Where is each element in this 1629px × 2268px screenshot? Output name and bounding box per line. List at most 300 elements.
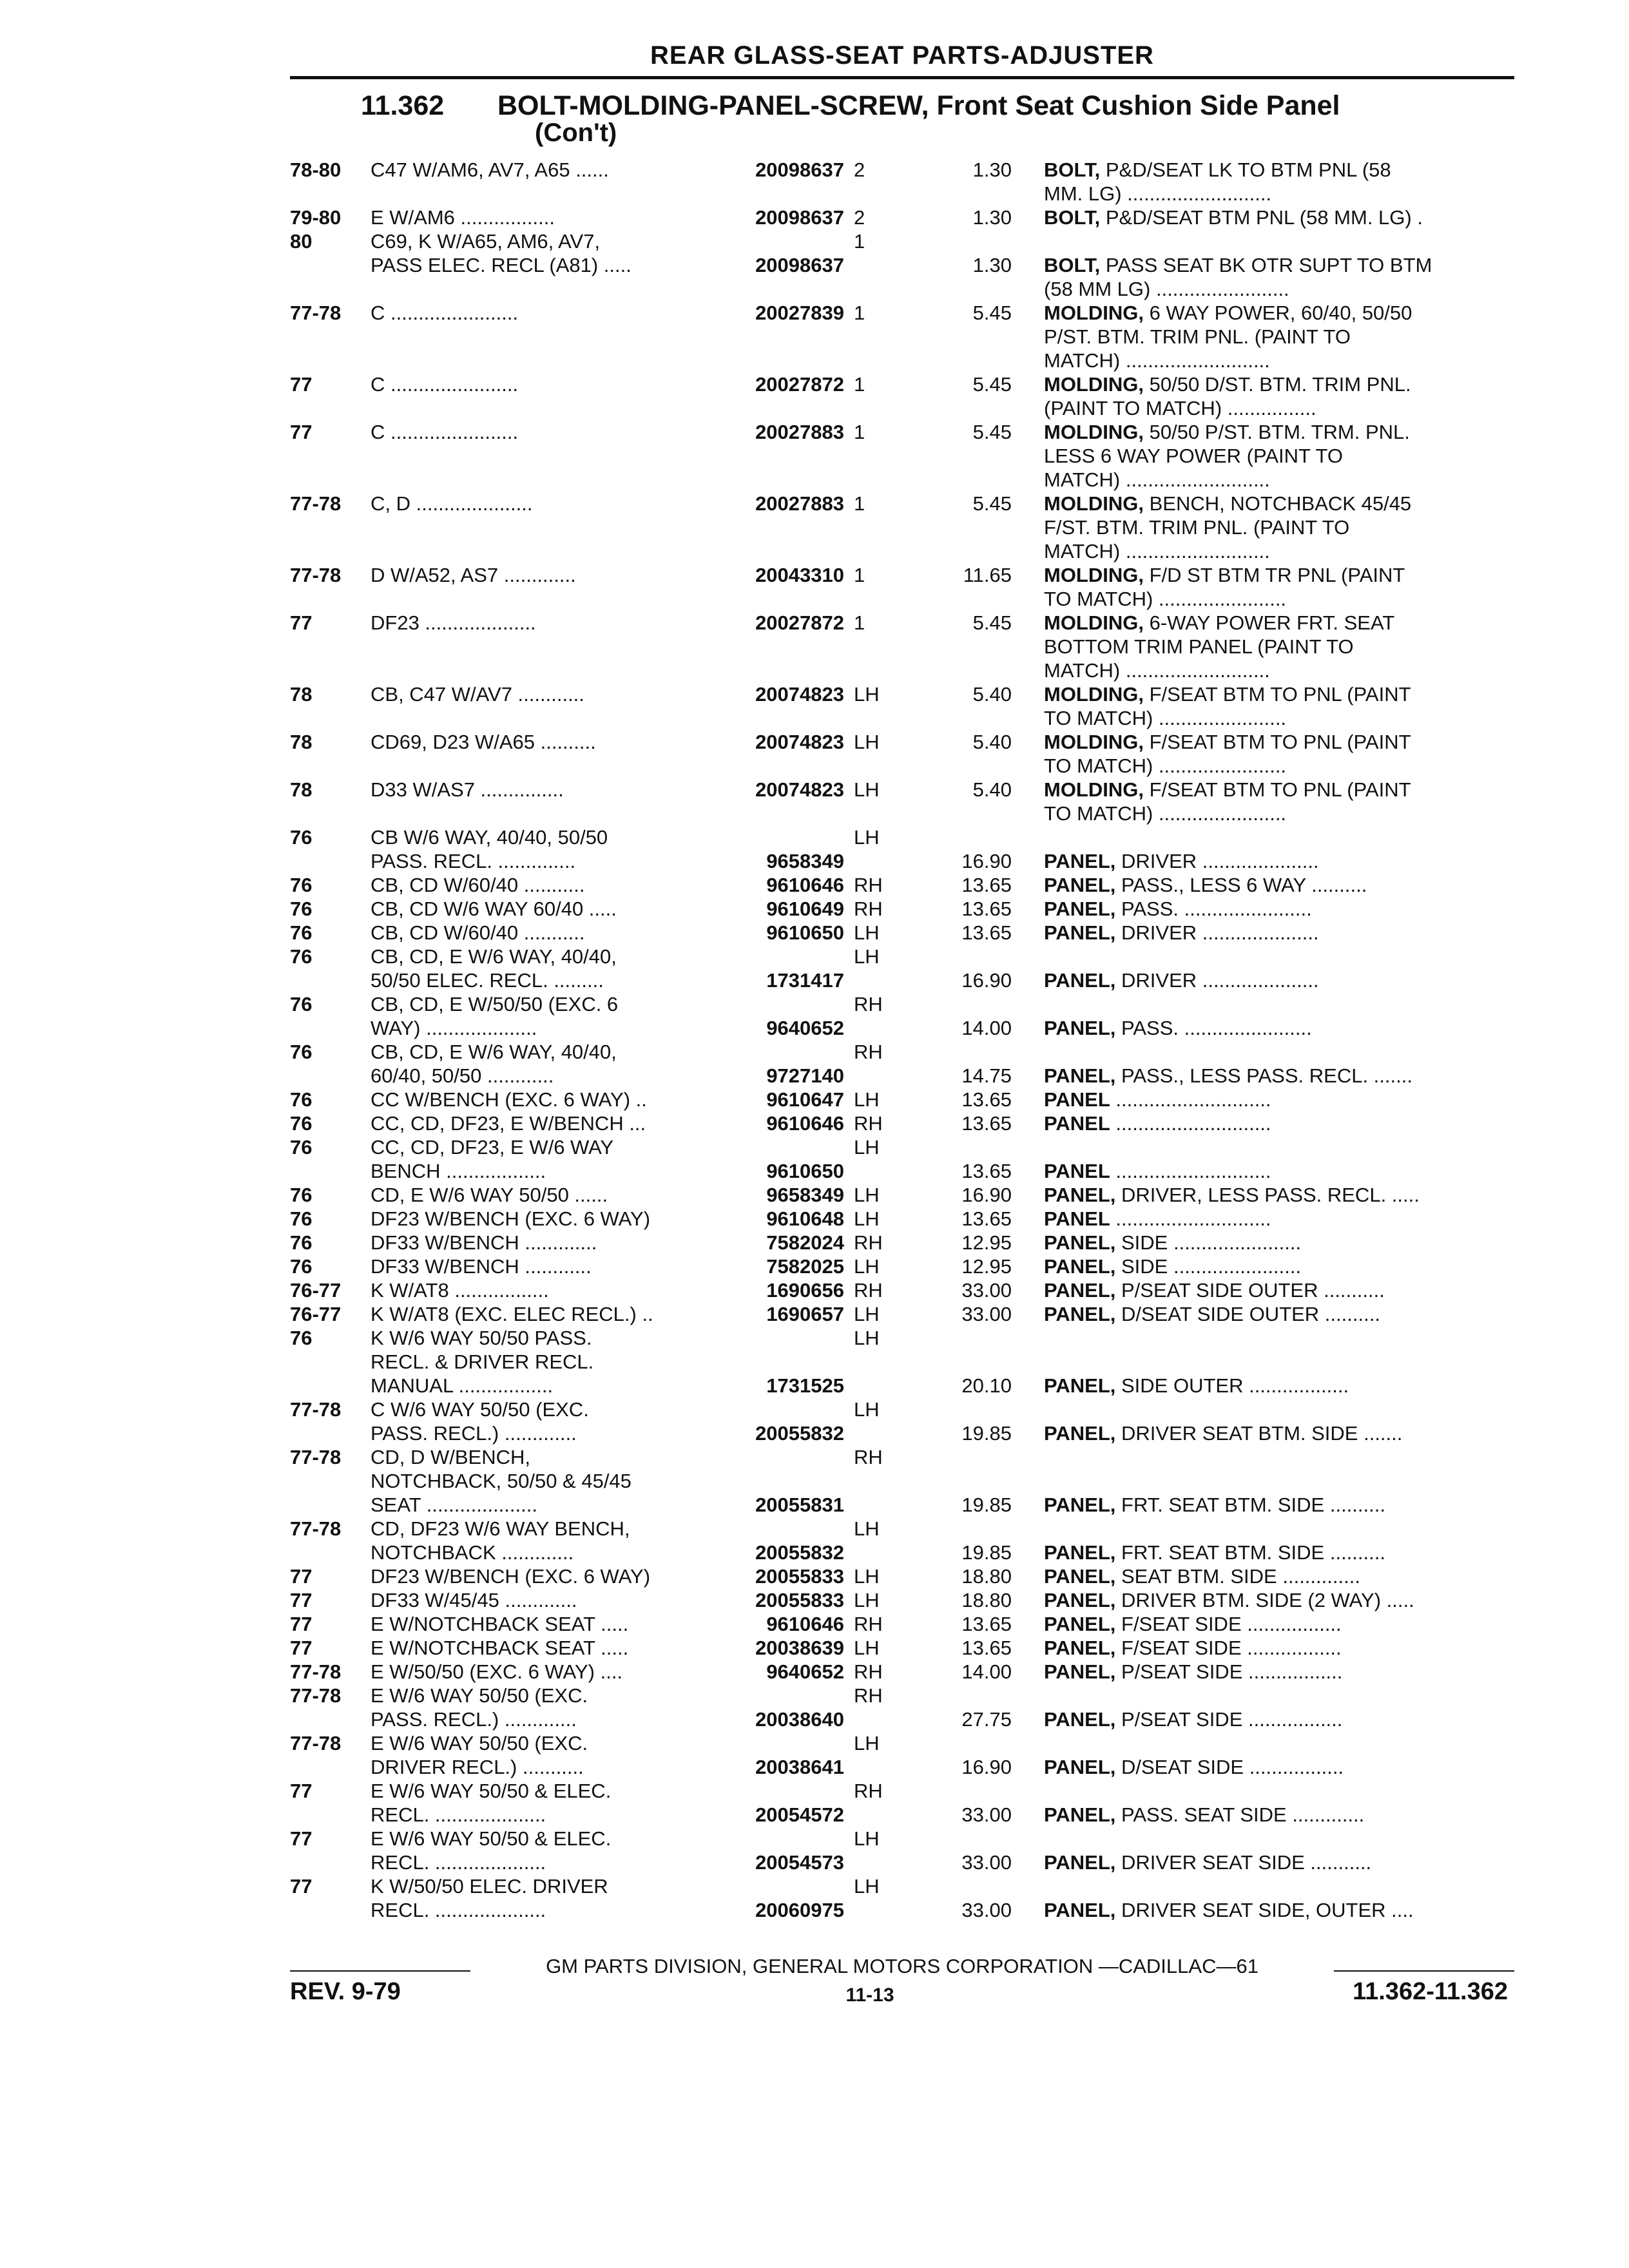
part-number: 1690656 bbox=[766, 1279, 844, 1302]
parts-row bbox=[0, 1111, 1629, 1135]
quantity: LH bbox=[854, 1732, 880, 1754]
part-description-text: DRIVER ..................... bbox=[1115, 969, 1319, 992]
quantity: RH bbox=[854, 1279, 883, 1302]
part-number: 20055831 bbox=[755, 1494, 844, 1516]
list-price: 14.00 bbox=[961, 1017, 1012, 1039]
list-price: 20.10 bbox=[961, 1374, 1012, 1397]
list-price: 5.45 bbox=[972, 373, 1012, 396]
part-name: PANEL, bbox=[1044, 1756, 1116, 1778]
part-number: 20027872 bbox=[755, 373, 844, 396]
parts-row bbox=[0, 1254, 1629, 1278]
part-description bbox=[1044, 1850, 1514, 1874]
quantity: RH bbox=[854, 1684, 883, 1707]
part-name: MOLDING, bbox=[1044, 611, 1144, 634]
parts-row bbox=[0, 1636, 1629, 1660]
part-description bbox=[1044, 301, 1514, 372]
part-description bbox=[1044, 1493, 1514, 1517]
part-description-text: 6-WAY POWER FRT. SEAT BOTTOM TRIM PANEL (PAINT TO MATCH) .......................... bbox=[1044, 611, 1395, 682]
list-price: 1.30 bbox=[972, 159, 1012, 181]
part-name: BOLT, bbox=[1044, 206, 1101, 229]
part-name: PANEL, bbox=[1044, 921, 1116, 944]
list-price: 27.75 bbox=[961, 1708, 1012, 1731]
part-name: PANEL, bbox=[1044, 1899, 1116, 1921]
part-description-text: F/D ST BTM TR PNL (PAINT TO MATCH) ....................... bbox=[1044, 564, 1405, 610]
parts-row bbox=[0, 1588, 1629, 1612]
part-name: PANEL, bbox=[1044, 1231, 1116, 1254]
part-description bbox=[1044, 1803, 1514, 1827]
model-year: 76 bbox=[290, 993, 313, 1015]
part-number: 1690657 bbox=[766, 1303, 844, 1325]
footer-rule-left bbox=[290, 1970, 470, 1972]
model-application: D W/A52, AS7 ............. bbox=[371, 564, 576, 586]
parts-row bbox=[0, 992, 1629, 1040]
model-application: CB, CD W/60/40 ........... bbox=[371, 921, 585, 944]
list-price: 13.65 bbox=[961, 874, 1012, 896]
list-price: 33.00 bbox=[961, 1851, 1012, 1874]
part-description-text: ............................ bbox=[1110, 1112, 1271, 1135]
part-number: 20098637 bbox=[755, 159, 844, 181]
quantity: 1 bbox=[854, 421, 865, 443]
part-name: MOLDING, bbox=[1044, 373, 1144, 396]
model-application: K W/AT8 ................. bbox=[371, 1279, 549, 1302]
parts-row bbox=[0, 206, 1629, 229]
model-application: CD, E W/6 WAY 50/50 ...... bbox=[371, 1184, 608, 1206]
part-number: 20038639 bbox=[755, 1637, 844, 1659]
parts-row bbox=[0, 301, 1629, 372]
part-number: 20074823 bbox=[755, 731, 844, 753]
part-number: 20060975 bbox=[755, 1899, 844, 1921]
parts-row bbox=[0, 778, 1629, 825]
parts-row bbox=[0, 1731, 1629, 1779]
parts-row bbox=[0, 825, 1629, 873]
list-price: 13.65 bbox=[961, 921, 1012, 944]
part-description-text: F/SEAT BTM TO PNL (PAINT TO MATCH) ....................... bbox=[1044, 778, 1411, 825]
part-name: PANEL, bbox=[1044, 1303, 1116, 1325]
model-application: E W/6 WAY 50/50 & ELEC. RECL. .................... bbox=[371, 1780, 612, 1826]
model-application: K W/50/50 ELEC. DRIVER RECL. .................... bbox=[371, 1875, 608, 1921]
quantity: 1 bbox=[854, 492, 865, 515]
parts-row bbox=[0, 1278, 1629, 1302]
model-year: 78 bbox=[290, 731, 313, 753]
model-year: 77 bbox=[290, 373, 313, 396]
list-price: 16.90 bbox=[961, 850, 1012, 872]
parts-row bbox=[0, 897, 1629, 921]
part-number: 9610650 bbox=[766, 1160, 844, 1182]
part-description-text: SIDE ....................... bbox=[1115, 1231, 1302, 1254]
quantity: LH bbox=[854, 683, 880, 706]
part-description bbox=[1044, 1660, 1514, 1684]
model-application: DF33 W/45/45 ............. bbox=[371, 1589, 577, 1611]
part-description bbox=[1044, 1254, 1514, 1278]
part-description bbox=[1044, 849, 1514, 873]
quantity: LH bbox=[854, 1398, 880, 1421]
part-description-text: P/SEAT SIDE ................. bbox=[1115, 1708, 1343, 1731]
part-name: PANEL, bbox=[1044, 1660, 1116, 1683]
list-price: 33.00 bbox=[961, 1803, 1012, 1826]
list-price: 14.00 bbox=[961, 1660, 1012, 1683]
part-name: PANEL, bbox=[1044, 1422, 1116, 1445]
parts-row bbox=[0, 1445, 1629, 1517]
part-description-text: D/SEAT SIDE OUTER .......... bbox=[1115, 1303, 1380, 1325]
parts-row bbox=[0, 611, 1629, 682]
list-price: 18.80 bbox=[961, 1565, 1012, 1588]
model-year: 77 bbox=[290, 421, 313, 443]
part-name: PANEL, bbox=[1044, 1589, 1116, 1611]
part-number: 9640652 bbox=[766, 1017, 844, 1039]
part-description bbox=[1044, 1016, 1514, 1040]
part-description-text: DRIVER ..................... bbox=[1115, 921, 1319, 944]
quantity: LH bbox=[854, 1517, 880, 1540]
part-description-text: SIDE ....................... bbox=[1115, 1255, 1302, 1278]
model-year: 76 bbox=[290, 1112, 313, 1135]
quantity: LH bbox=[854, 1637, 880, 1659]
part-number: 9610646 bbox=[766, 1613, 844, 1635]
part-name: PANEL, bbox=[1044, 1279, 1116, 1302]
section-subtitle: (Con't) bbox=[535, 119, 617, 147]
model-application: C W/6 WAY 50/50 (EXC. PASS. RECL.) ............. bbox=[371, 1398, 589, 1445]
part-name: BOLT, bbox=[1044, 254, 1101, 276]
part-description bbox=[1044, 611, 1514, 682]
parts-row bbox=[0, 1207, 1629, 1231]
quantity: 1 bbox=[854, 564, 865, 586]
list-price: 13.65 bbox=[961, 1112, 1012, 1135]
model-application: CB, CD W/60/40 ........... bbox=[371, 874, 585, 896]
part-description-text: P&D/SEAT BTM PNL (58 MM. LG) . bbox=[1100, 206, 1423, 229]
part-description-text: PASS SEAT BK OTR SUPT TO BTM (58 MM LG) ........................ bbox=[1044, 254, 1432, 300]
part-number: 7582025 bbox=[766, 1255, 844, 1278]
parts-row bbox=[0, 1231, 1629, 1254]
part-description bbox=[1044, 253, 1514, 301]
parts-row bbox=[0, 492, 1629, 563]
parts-row bbox=[0, 1398, 1629, 1445]
part-name: PANEL bbox=[1044, 1088, 1110, 1111]
parts-row bbox=[0, 563, 1629, 611]
model-year: 77-78 bbox=[290, 1446, 342, 1468]
part-description bbox=[1044, 1421, 1514, 1445]
part-number: 20027883 bbox=[755, 421, 844, 443]
part-number: 20074823 bbox=[755, 683, 844, 706]
part-number: 20027872 bbox=[755, 611, 844, 634]
quantity: LH bbox=[854, 1255, 880, 1278]
part-description-text: P/SEAT SIDE ................. bbox=[1115, 1660, 1343, 1683]
part-description bbox=[1044, 492, 1514, 563]
part-name: PANEL, bbox=[1044, 1708, 1116, 1731]
list-price: 12.95 bbox=[961, 1255, 1012, 1278]
model-year: 77-78 bbox=[290, 1732, 342, 1754]
part-description-text: F/SEAT BTM TO PNL (PAINT TO MATCH) ....................... bbox=[1044, 683, 1411, 729]
part-description bbox=[1044, 1755, 1514, 1779]
list-price: 13.65 bbox=[961, 898, 1012, 920]
part-description-text: FRT. SEAT BTM. SIDE .......... bbox=[1115, 1541, 1385, 1564]
model-application: CB, CD, E W/6 WAY, 40/40, 50/50 ELEC. RECL. ......... bbox=[371, 945, 617, 992]
part-description-text: F/SEAT SIDE ................. bbox=[1115, 1637, 1342, 1659]
model-year: 76 bbox=[290, 1041, 313, 1063]
part-number: 9610650 bbox=[766, 921, 844, 944]
parts-row bbox=[0, 921, 1629, 945]
list-price: 13.65 bbox=[961, 1207, 1012, 1230]
model-year: 77-78 bbox=[290, 1517, 342, 1540]
footer-page-number: 11-13 bbox=[845, 1984, 894, 2006]
parts-row bbox=[0, 1040, 1629, 1088]
model-year: 76 bbox=[290, 921, 313, 944]
part-description-text: DRIVER SEAT SIDE, OUTER .... bbox=[1115, 1899, 1414, 1921]
parts-row bbox=[0, 1564, 1629, 1588]
part-description bbox=[1044, 1707, 1514, 1731]
part-description bbox=[1044, 873, 1514, 897]
list-price: 5.40 bbox=[972, 731, 1012, 753]
part-number: 9610646 bbox=[766, 1112, 844, 1135]
model-year: 76 bbox=[290, 898, 313, 920]
list-price: 5.45 bbox=[972, 421, 1012, 443]
part-number: 20054573 bbox=[755, 1851, 844, 1874]
list-price: 12.95 bbox=[961, 1231, 1012, 1254]
model-year: 76 bbox=[290, 1255, 313, 1278]
part-description bbox=[1044, 897, 1514, 921]
list-price: 5.45 bbox=[972, 302, 1012, 324]
model-application: E W/6 WAY 50/50 (EXC. DRIVER RECL.) ........... bbox=[371, 1732, 588, 1778]
part-description bbox=[1044, 1231, 1514, 1254]
quantity: RH bbox=[854, 1231, 883, 1254]
quantity: LH bbox=[854, 731, 880, 753]
part-number: 20098637 bbox=[755, 254, 844, 276]
model-year: 77-78 bbox=[290, 492, 342, 515]
quantity: 1 bbox=[854, 373, 865, 396]
section-number: 11.362 bbox=[361, 90, 445, 121]
part-description-text: F/SEAT SIDE ................. bbox=[1115, 1613, 1342, 1635]
quantity: LH bbox=[854, 1327, 880, 1349]
part-number: 20055832 bbox=[755, 1541, 844, 1564]
part-number: 9610649 bbox=[766, 898, 844, 920]
list-price: 14.75 bbox=[961, 1064, 1012, 1087]
model-year: 76 bbox=[290, 1136, 313, 1158]
model-application: E W/AM6 ................. bbox=[371, 206, 555, 229]
part-number: 9610648 bbox=[766, 1207, 844, 1230]
model-application: CB, CD W/6 WAY 60/40 ..... bbox=[371, 898, 617, 920]
parts-row bbox=[0, 1302, 1629, 1326]
part-number: 20055833 bbox=[755, 1565, 844, 1588]
model-application: C, D ..................... bbox=[371, 492, 533, 515]
model-application: CB, C47 W/AV7 ............ bbox=[371, 683, 584, 706]
part-name: PANEL, bbox=[1044, 874, 1116, 896]
parts-row bbox=[0, 945, 1629, 992]
part-name: PANEL, bbox=[1044, 1064, 1116, 1087]
part-description bbox=[1044, 1064, 1514, 1088]
parts-row bbox=[0, 420, 1629, 492]
part-description-text: DRIVER BTM. SIDE (2 WAY) ..... bbox=[1115, 1589, 1414, 1611]
parts-row bbox=[0, 1684, 1629, 1731]
model-application: C69, K W/A65, AM6, AV7, PASS ELEC. RECL (A81) ..... bbox=[371, 230, 631, 276]
list-price: 13.65 bbox=[961, 1160, 1012, 1182]
part-name: MOLDING, bbox=[1044, 302, 1144, 324]
part-number: 20038640 bbox=[755, 1708, 844, 1731]
list-price: 19.85 bbox=[961, 1541, 1012, 1564]
part-description bbox=[1044, 420, 1514, 492]
model-application: E W/6 WAY 50/50 (EXC. PASS. RECL.) ............. bbox=[371, 1684, 588, 1731]
part-name: PANEL, bbox=[1044, 1851, 1116, 1874]
model-year: 77 bbox=[290, 1780, 313, 1802]
model-year: 77 bbox=[290, 1637, 313, 1659]
list-price: 1.30 bbox=[972, 206, 1012, 229]
part-number: 20055833 bbox=[755, 1589, 844, 1611]
quantity: LH bbox=[854, 1184, 880, 1206]
parts-row bbox=[0, 1827, 1629, 1874]
model-application: C ....................... bbox=[371, 373, 519, 396]
quantity: RH bbox=[854, 1780, 883, 1802]
footer-revision: REV. 9-79 bbox=[290, 1978, 401, 2005]
section-heading bbox=[361, 90, 1508, 121]
part-name: MOLDING, bbox=[1044, 564, 1144, 586]
part-description bbox=[1044, 730, 1514, 778]
quantity: LH bbox=[854, 1589, 880, 1611]
part-description bbox=[1044, 1159, 1514, 1183]
model-application: DF33 W/BENCH ............ bbox=[371, 1255, 592, 1278]
quantity: RH bbox=[854, 1446, 883, 1468]
parts-row bbox=[0, 158, 1629, 206]
part-description-text: PASS. SEAT SIDE ............. bbox=[1115, 1803, 1365, 1826]
model-application: E W/NOTCHBACK SEAT ..... bbox=[371, 1613, 629, 1635]
part-description-text: F/SEAT BTM TO PNL (PAINT TO MATCH) ....................... bbox=[1044, 731, 1411, 777]
quantity: LH bbox=[854, 826, 880, 849]
footer-section-range: 11.362-11.362 bbox=[1353, 1978, 1508, 2005]
part-number: 9727140 bbox=[766, 1064, 844, 1087]
part-name: MOLDING, bbox=[1044, 492, 1144, 515]
model-year: 77 bbox=[290, 1875, 313, 1898]
part-number: 20043310 bbox=[755, 564, 844, 586]
model-application: D33 W/AS7 ............... bbox=[371, 778, 564, 801]
quantity: RH bbox=[854, 1613, 883, 1635]
model-application: CC, CD, DF23, E W/6 WAY BENCH .................. bbox=[371, 1136, 614, 1182]
model-application: CB, CD, E W/6 WAY, 40/40, 60/40, 50/50 ............ bbox=[371, 1041, 617, 1087]
list-price: 33.00 bbox=[961, 1303, 1012, 1325]
parts-row bbox=[0, 229, 1629, 300]
part-number: 20027883 bbox=[755, 492, 844, 515]
model-year: 76 bbox=[290, 1184, 313, 1206]
part-description bbox=[1044, 1278, 1514, 1302]
quantity: 2 bbox=[854, 206, 865, 229]
part-description bbox=[1044, 1302, 1514, 1326]
part-name: MOLDING, bbox=[1044, 731, 1144, 753]
header-rule bbox=[290, 76, 1514, 79]
part-number: 20074823 bbox=[755, 778, 844, 801]
model-application: CD, DF23 W/6 WAY BENCH, NOTCHBACK ............. bbox=[371, 1517, 630, 1564]
part-description-text: 50/50 P/ST. BTM. TRM. PNL. LESS 6 WAY POWER (PAINT TO MATCH) .......................... bbox=[1044, 421, 1410, 491]
part-description-text: D/SEAT SIDE ................. bbox=[1115, 1756, 1344, 1778]
model-application: K W/6 WAY 50/50 PASS. RECL. & DRIVER RECL. MANUAL ................. bbox=[371, 1327, 594, 1397]
part-description bbox=[1044, 1636, 1514, 1660]
quantity: RH bbox=[854, 898, 883, 920]
quantity: 1 bbox=[854, 611, 865, 634]
model-year: 76 bbox=[290, 1088, 313, 1111]
quantity: RH bbox=[854, 1660, 883, 1683]
parts-row bbox=[0, 1517, 1629, 1564]
model-year: 77 bbox=[290, 1589, 313, 1611]
model-year: 77 bbox=[290, 1613, 313, 1635]
model-year: 77 bbox=[290, 1565, 313, 1588]
part-description-text: P/SEAT SIDE OUTER ........... bbox=[1115, 1279, 1385, 1302]
part-description bbox=[1044, 1588, 1514, 1612]
part-name: PANEL, bbox=[1044, 969, 1116, 992]
part-name: PANEL, bbox=[1044, 1541, 1116, 1564]
model-application: CD, D W/BENCH, NOTCHBACK, 50/50 & 45/45 SEAT .................... bbox=[371, 1446, 631, 1516]
part-description-text: ............................ bbox=[1110, 1160, 1271, 1182]
list-price: 5.45 bbox=[972, 492, 1012, 515]
model-year: 77-78 bbox=[290, 302, 342, 324]
list-price: 16.90 bbox=[961, 1184, 1012, 1206]
part-number: 20027839 bbox=[755, 302, 844, 324]
part-name: PANEL, bbox=[1044, 1565, 1116, 1588]
quantity: 1 bbox=[854, 230, 865, 253]
part-description bbox=[1044, 1111, 1514, 1135]
part-name: BOLT, bbox=[1044, 159, 1101, 181]
quantity: LH bbox=[854, 1565, 880, 1588]
model-year: 76 bbox=[290, 1231, 313, 1254]
list-price: 33.00 bbox=[961, 1279, 1012, 1302]
model-year: 77 bbox=[290, 1827, 313, 1850]
quantity: RH bbox=[854, 874, 883, 896]
part-description-text: SIDE OUTER .................. bbox=[1115, 1374, 1349, 1397]
footer-rule-right bbox=[1334, 1970, 1514, 1972]
part-name: MOLDING, bbox=[1044, 778, 1144, 801]
list-price: 5.45 bbox=[972, 611, 1012, 634]
model-year: 77-78 bbox=[290, 1684, 342, 1707]
part-number: 7582024 bbox=[766, 1231, 844, 1254]
part-name: PANEL, bbox=[1044, 1184, 1116, 1206]
part-description bbox=[1044, 778, 1514, 825]
part-name: PANEL bbox=[1044, 1207, 1110, 1230]
parts-row bbox=[0, 1183, 1629, 1207]
model-application: CC, CD, DF23, E W/BENCH ... bbox=[371, 1112, 646, 1135]
quantity: RH bbox=[854, 993, 883, 1015]
model-year: 76 bbox=[290, 945, 313, 968]
part-description-text: 6 WAY POWER, 60/40, 50/50 P/ST. BTM. TRIM PNL. (PAINT TO MATCH) .......................... bbox=[1044, 302, 1412, 372]
part-number: 9610646 bbox=[766, 874, 844, 896]
model-application: DF23 W/BENCH (EXC. 6 WAY) bbox=[371, 1207, 651, 1230]
list-price: 1.30 bbox=[972, 254, 1012, 276]
part-name: PANEL bbox=[1044, 1112, 1110, 1135]
model-year: 77-78 bbox=[290, 564, 342, 586]
part-description-text: PASS., LESS 6 WAY .......... bbox=[1115, 874, 1367, 896]
quantity: 1 bbox=[854, 302, 865, 324]
parts-row bbox=[0, 1660, 1629, 1684]
quantity: 2 bbox=[854, 159, 865, 181]
quantity: LH bbox=[854, 921, 880, 944]
list-price: 11.65 bbox=[963, 564, 1012, 586]
model-year: 79-80 bbox=[290, 206, 342, 229]
part-name: PANEL, bbox=[1044, 1017, 1116, 1039]
part-number: 9640652 bbox=[766, 1660, 844, 1683]
model-year: 76 bbox=[290, 874, 313, 896]
part-name: PANEL bbox=[1044, 1160, 1110, 1182]
model-application: C47 W/AM6, AV7, A65 ...... bbox=[371, 159, 609, 181]
model-application: E W/NOTCHBACK SEAT ..... bbox=[371, 1637, 629, 1659]
model-year: 76-77 bbox=[290, 1303, 342, 1325]
quantity: LH bbox=[854, 1875, 880, 1898]
quantity: RH bbox=[854, 1041, 883, 1063]
part-name: PANEL, bbox=[1044, 1803, 1116, 1826]
parts-row bbox=[0, 682, 1629, 730]
parts-row bbox=[0, 1088, 1629, 1111]
model-year: 76 bbox=[290, 1207, 313, 1230]
model-application: C ....................... bbox=[371, 302, 519, 324]
part-description bbox=[1044, 372, 1514, 420]
part-description-text: FRT. SEAT BTM. SIDE .......... bbox=[1115, 1494, 1385, 1516]
parts-row bbox=[0, 1326, 1629, 1398]
model-year: 77-78 bbox=[290, 1660, 342, 1683]
part-description-text: ............................ bbox=[1110, 1207, 1271, 1230]
parts-row bbox=[0, 1612, 1629, 1636]
part-number: 9658349 bbox=[766, 1184, 844, 1206]
part-name: MOLDING, bbox=[1044, 683, 1144, 706]
